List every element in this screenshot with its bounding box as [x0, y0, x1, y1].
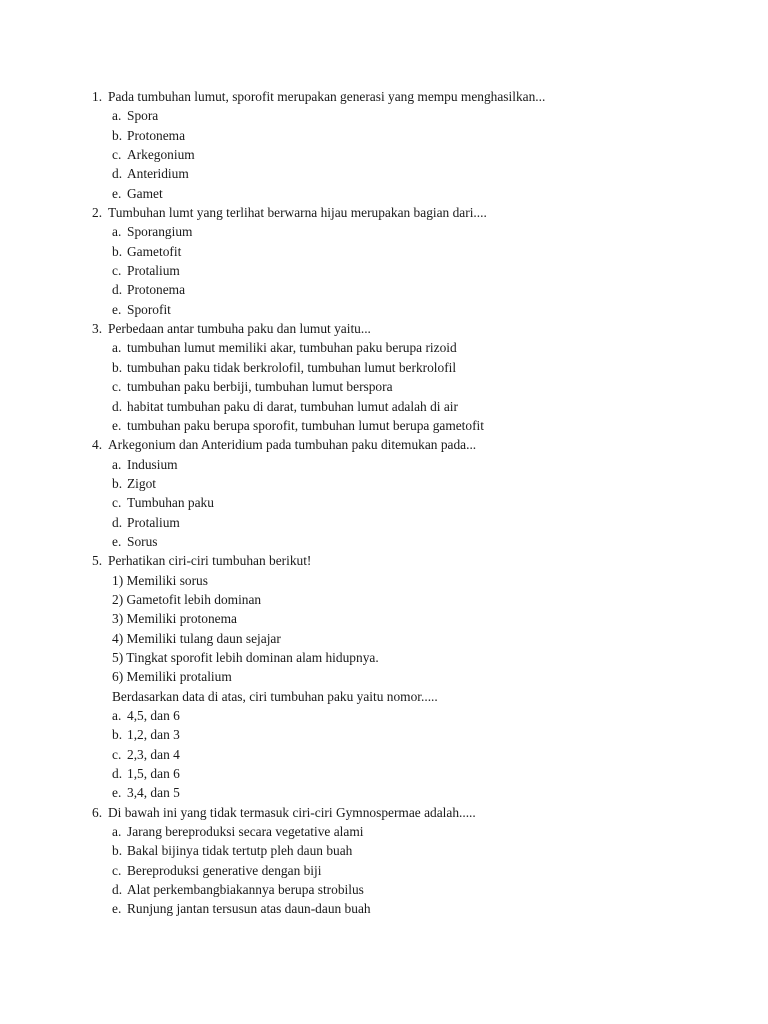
option-letter: d.: [112, 882, 123, 898]
option-letter: d.: [112, 282, 123, 298]
option-text: Jarang bereproduksi secara vegetative alami: [127, 824, 364, 840]
option-letter: d.: [112, 398, 123, 414]
option-text: Sporofit: [127, 301, 171, 317]
option-text: Zigot: [127, 475, 157, 491]
option-text: habitat tumbuhan paku di darat, tumbuhan lumut adalah di air: [127, 398, 458, 414]
option-e: [0, 532, 768, 551]
option-d: [0, 764, 768, 783]
statement-2: [0, 590, 768, 609]
question-text: Perhatikan ciri-ciri tumbuhan berikut!: [108, 553, 312, 569]
option-text: 1,5, dan 6: [127, 766, 180, 782]
option-letter: d.: [112, 766, 123, 782]
question-text: Tumbuhan lumt yang terlihat berwarna hijau merupakan bagian dari....: [108, 205, 487, 221]
option-letter: c.: [112, 746, 122, 762]
statement-text: 6) Memiliki protalium: [112, 669, 232, 685]
question-5: [0, 551, 768, 570]
option-text: Bakal bijinya tidak tertutp pleh daun buah: [127, 843, 353, 859]
option-text: Protalium: [127, 514, 180, 530]
option-a: [0, 822, 768, 841]
option-letter: e.: [112, 533, 122, 549]
quiz-document: [0, 87, 768, 919]
option-a: [0, 338, 768, 357]
option-b: [0, 474, 768, 493]
option-letter: c.: [112, 495, 122, 511]
option-letter: e.: [112, 185, 122, 201]
statement-text: 4) Memiliki tulang daun sejajar: [112, 630, 281, 646]
option-letter: c.: [112, 147, 122, 163]
option-letter: b.: [112, 127, 123, 143]
option-c: [0, 861, 768, 880]
option-letter: e.: [112, 785, 122, 801]
option-letter: a.: [112, 708, 122, 723]
option-text: tumbuhan lumut memiliki akar, tumbuhan paku berupa rizoid: [127, 340, 457, 356]
question-3: [0, 319, 768, 338]
option-letter: b.: [112, 359, 123, 375]
option-b: [0, 358, 768, 377]
option-text: Runjung jantan tersusun atas daun-daun buah: [127, 901, 371, 917]
option-d: [0, 164, 768, 183]
statement-1: [0, 571, 768, 590]
option-text: tumbuhan paku berbiji, tumbuhan lumut berspora: [127, 379, 393, 395]
option-text: Sporangium: [127, 224, 193, 240]
option-letter: b.: [112, 243, 123, 259]
option-c: [0, 145, 768, 164]
question-text: Di bawah ini yang tidak termasuk ciri-ciri Gymnospermae adalah.....: [108, 804, 476, 820]
option-letter: b.: [112, 475, 123, 491]
option-a: [0, 106, 768, 125]
option-a: [0, 706, 768, 725]
option-text: 1,2, dan 3: [127, 727, 180, 743]
statement-text: 1) Memiliki sorus: [112, 572, 208, 588]
option-letter: c.: [112, 263, 122, 279]
option-text: Sorus: [127, 533, 158, 549]
option-b: [0, 242, 768, 261]
option-letter: e.: [112, 901, 122, 917]
statement-text: 3) Memiliki protonema: [112, 611, 237, 627]
option-letter: e.: [112, 301, 122, 317]
option-text: 2,3, dan 4: [127, 746, 180, 762]
option-text: 3,4, dan 5: [127, 785, 180, 801]
option-text: tumbuhan paku tidak berkrolofil, tumbuhan lumut berkrolofil: [127, 359, 457, 375]
question-text: Arkegonium dan Anteridium pada tumbuhan paku ditemukan pada...: [108, 437, 477, 453]
option-letter: a.: [112, 340, 122, 356]
option-letter: a.: [112, 824, 122, 840]
option-b: [0, 841, 768, 860]
statement-6: [0, 667, 768, 686]
statement-4: [0, 629, 768, 648]
option-letter: c.: [112, 862, 122, 878]
question-2: [0, 203, 768, 222]
option-e: [0, 184, 768, 203]
question-6: [0, 803, 768, 822]
option-d: [0, 880, 768, 899]
option-text: Tumbuhan paku: [127, 495, 214, 511]
option-text: Gamet: [127, 185, 163, 201]
option-letter: b.: [112, 843, 123, 859]
option-b: [0, 126, 768, 145]
statement-text: 5) Tingkat sporofit lebih dominan alam hidupnya.: [112, 649, 379, 665]
option-e: [0, 416, 768, 435]
option-text: Protonema: [127, 127, 186, 143]
question-1: [0, 87, 768, 106]
option-a: [0, 455, 768, 474]
statement-3: [0, 609, 768, 628]
question-number: 3.: [92, 321, 103, 337]
question-number: 6.: [92, 804, 103, 820]
option-letter: d.: [112, 514, 123, 530]
option-d: [0, 280, 768, 299]
option-letter: c.: [112, 379, 122, 395]
option-text: tumbuhan paku berupa sporofit, tumbuhan lumut berupa gametofit: [127, 417, 485, 433]
question-text: Perbedaan antar tumbuha paku dan lumut yaitu...: [108, 321, 371, 337]
question-number: 5.: [92, 553, 103, 569]
option-e: [0, 300, 768, 319]
statement-5: [0, 648, 768, 667]
option-c: [0, 745, 768, 764]
option-text: Gametofit: [127, 243, 182, 259]
question-number: 4.: [92, 437, 103, 453]
question-prompt: [0, 687, 768, 706]
option-c: [0, 261, 768, 280]
statement-text: 2) Gametofit lebih dominan: [112, 591, 262, 607]
option-d: [0, 397, 768, 416]
option-text: Spora: [127, 108, 159, 124]
option-c: [0, 377, 768, 396]
question-number: 2.: [92, 205, 103, 221]
option-letter: a.: [112, 108, 122, 124]
option-text: Anteridium: [127, 166, 189, 182]
option-letter: d.: [112, 166, 123, 182]
option-letter: a.: [112, 224, 122, 240]
prompt-text: Berdasarkan data di atas, ciri tumbuhan paku yaitu nomor.....: [112, 688, 438, 704]
option-text: Protalium: [127, 263, 180, 279]
option-d: [0, 513, 768, 532]
question-4: [0, 435, 768, 454]
option-letter: e.: [112, 417, 122, 433]
option-b: [0, 725, 768, 744]
option-e: [0, 783, 768, 802]
option-c: [0, 493, 768, 512]
question-text: Pada tumbuhan lumut, sporofit merupakan generasi yang mempu menghasilkan...: [108, 89, 546, 104]
question-number: 1.: [92, 89, 103, 104]
option-text: Bereproduksi generative dengan biji: [127, 862, 322, 878]
option-text: Arkegonium: [127, 147, 195, 163]
option-text: Protonema: [127, 282, 186, 298]
option-a: [0, 222, 768, 241]
option-text: 4,5, dan 6: [127, 708, 180, 723]
option-text: Alat perkembangbiakannya berupa strobilus: [127, 882, 364, 898]
option-text: Indusium: [127, 456, 178, 472]
option-e: [0, 899, 768, 918]
option-letter: b.: [112, 727, 123, 743]
option-letter: a.: [112, 456, 122, 472]
